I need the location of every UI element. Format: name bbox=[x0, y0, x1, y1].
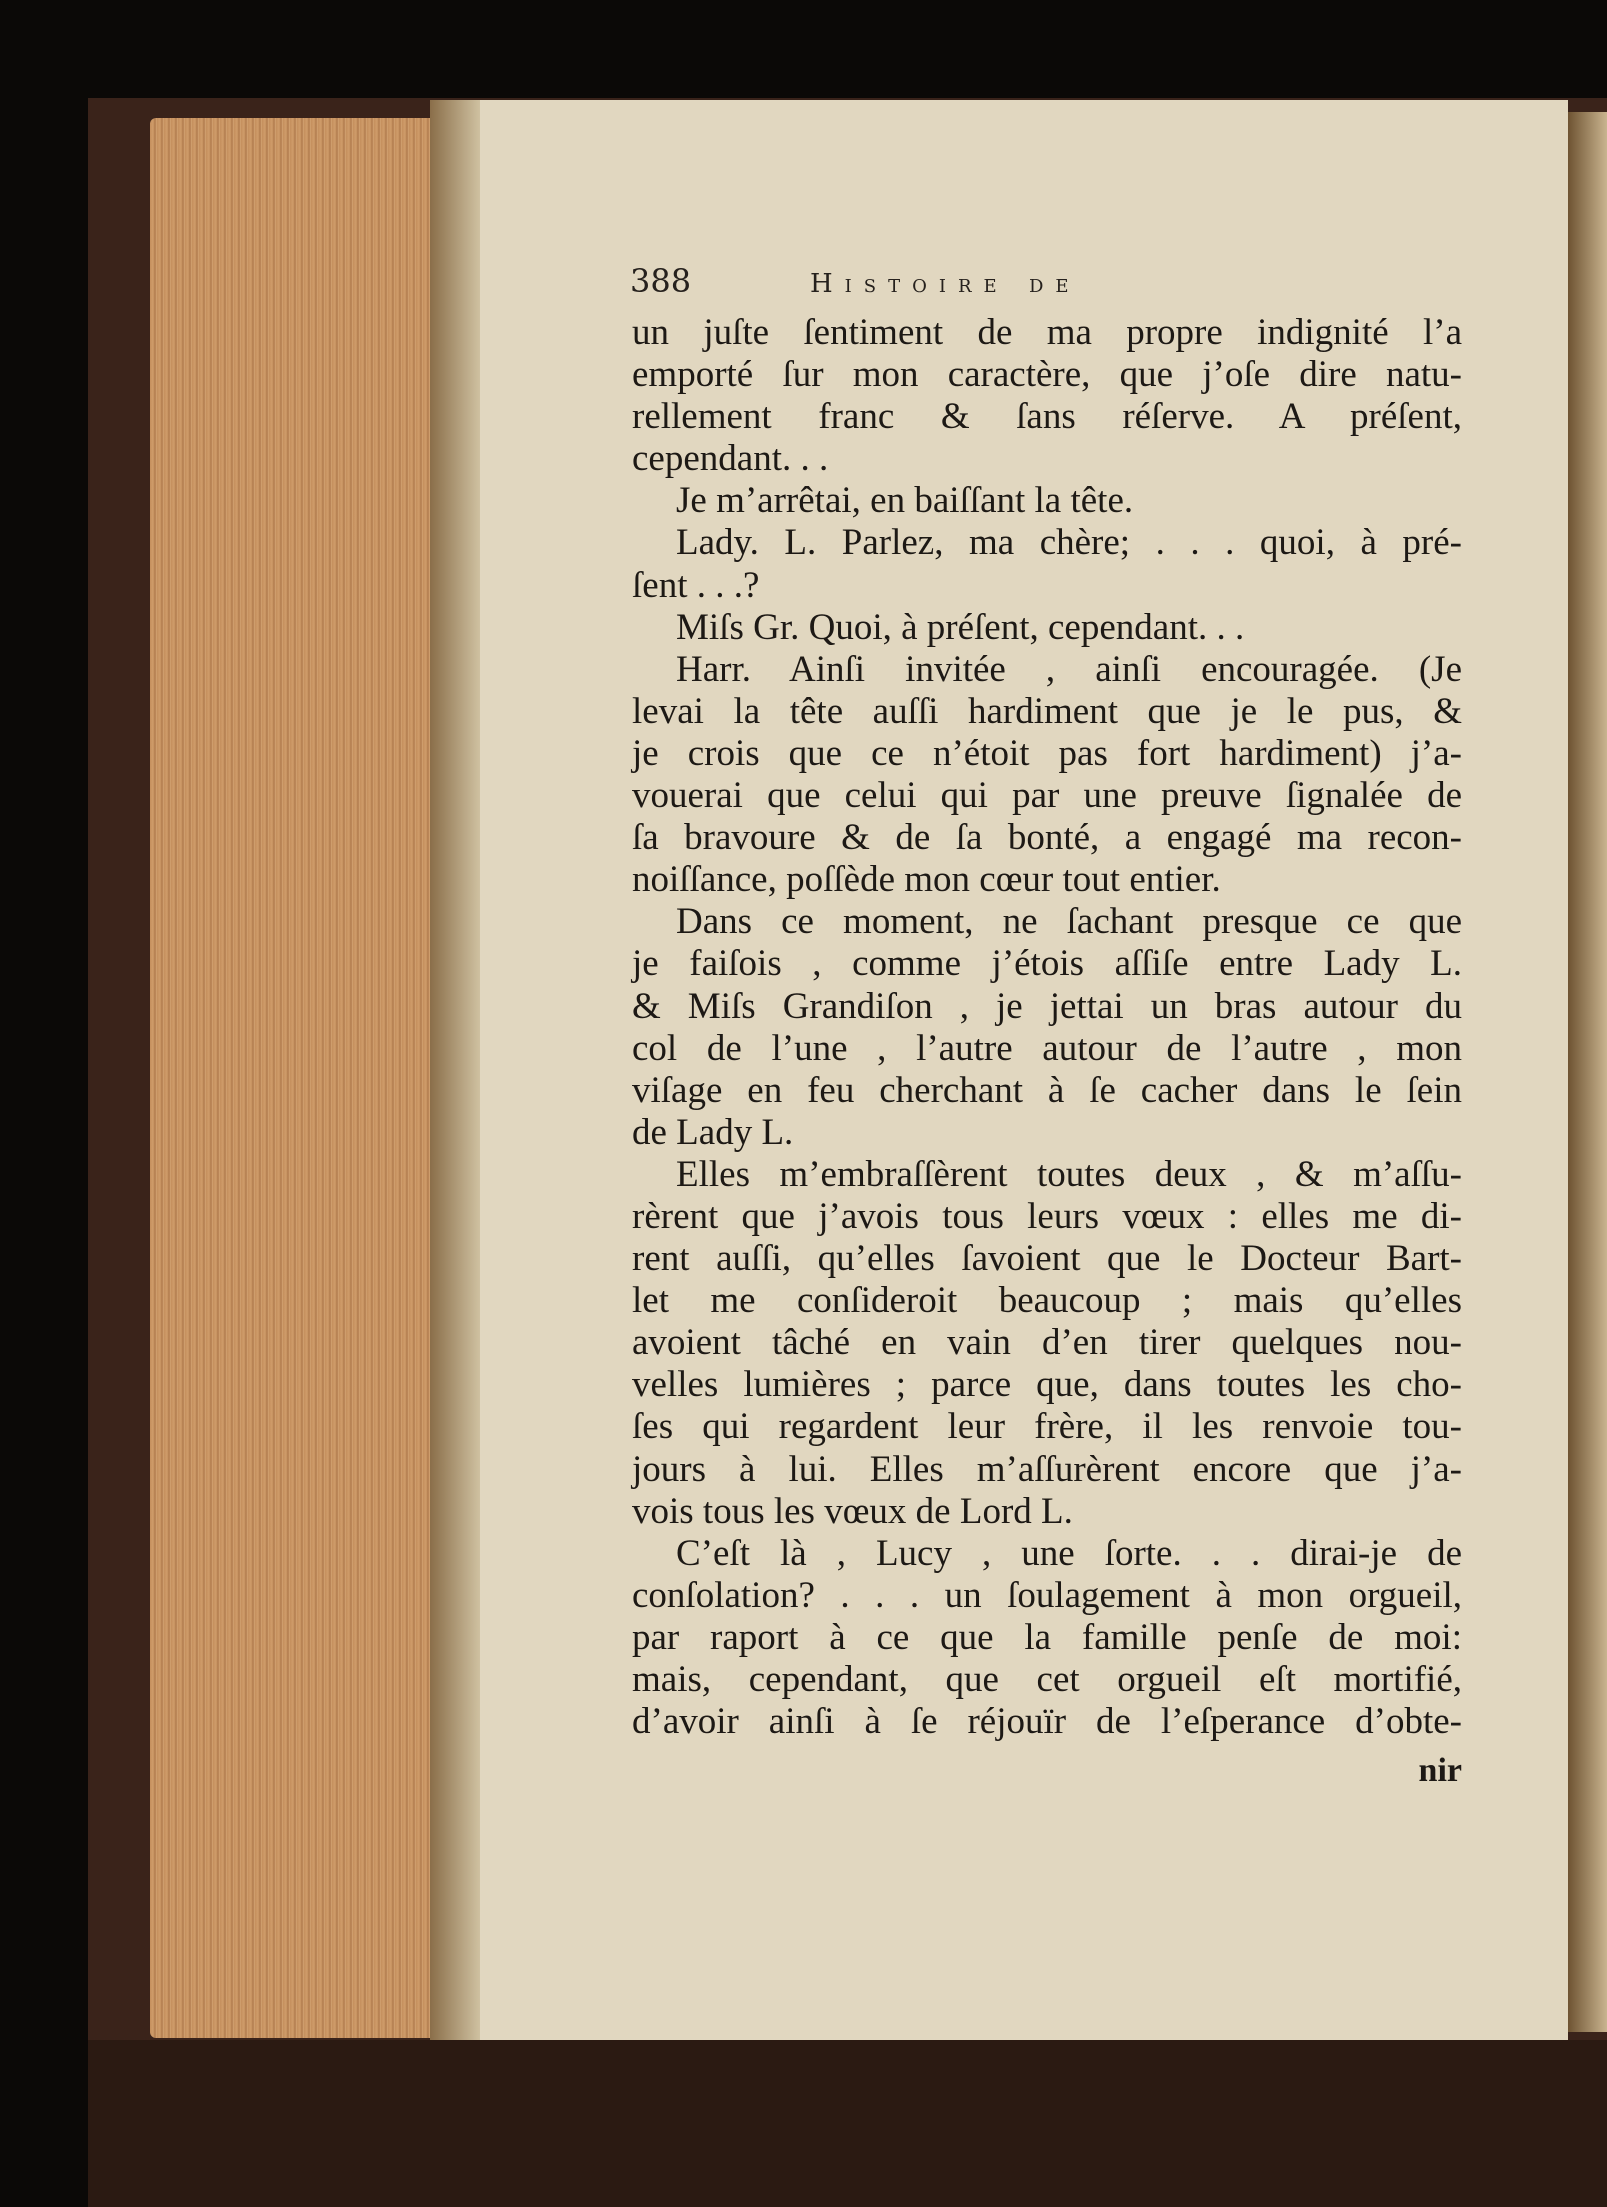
page-number: 388 bbox=[630, 262, 692, 300]
text-line: levai la tête auſſi hardiment que je le pus, & bbox=[632, 690, 1462, 732]
text-line: let me conſideroit beaucoup ; mais qu’elles bbox=[632, 1280, 1462, 1322]
text-line: mais, cependant, que cet orgueil eſt mortifié, bbox=[632, 1659, 1462, 1700]
text-line: noiſſance, poſſède mon cœur tout entier. bbox=[632, 859, 1221, 901]
text-line: vois tous les vœux de Lord L. bbox=[632, 1490, 1073, 1532]
text-line: je crois que ce n’étoit pas fort hardiment) j’a- bbox=[632, 732, 1462, 774]
text-line: cependant. . . bbox=[632, 438, 829, 480]
running-title: Histoire de bbox=[810, 269, 1081, 299]
text-line: viſage en feu cherchant à ſe cacher dans le ſein bbox=[632, 1069, 1462, 1111]
text-line: C’eſt là , Lucy , une ſorte. . . dirai-je de bbox=[676, 1532, 1462, 1574]
text-line: rent auſſi, qu’elles ſavoient que le Docteur Bart- bbox=[632, 1238, 1462, 1280]
text-line: rellement franc & ſans réſerve. A préſent, bbox=[632, 396, 1462, 438]
text-line: un juſte ſentiment de ma propre indignité l’a bbox=[632, 312, 1462, 353]
text-line: vouerai que celui qui par une preuve ſignalée de bbox=[632, 775, 1462, 817]
text-line: Dans ce moment, ne ſachant presque ce que bbox=[676, 901, 1462, 943]
text-line: Harr. Ainſi invitée , ainſi encouragée. (Je bbox=[676, 648, 1462, 690]
text-line: col de l’une , l’autre autour de l’autre , mon bbox=[632, 1027, 1462, 1069]
text-line: par raport à ce que la famille penſe de moi: bbox=[632, 1616, 1462, 1658]
text-line: je faiſois , comme j’étois aſſiſe entre Lady L. bbox=[632, 943, 1462, 985]
text-line: & Miſs Grandiſon , je jettai un bras autour du bbox=[632, 985, 1462, 1027]
gutter-shadow bbox=[430, 100, 480, 2040]
text-line: de Lady L. bbox=[632, 1111, 794, 1153]
text-line: velles lumières ; parce que, dans toutes les cho- bbox=[632, 1364, 1462, 1406]
page-edges bbox=[150, 118, 450, 2038]
running-header bbox=[630, 262, 1410, 306]
text-line: ſa bravoure & de ſa bonté, a engagé ma recon- bbox=[632, 817, 1462, 859]
text-line: emporté ſur mon caractère, que j’oſe dire natu- bbox=[632, 354, 1462, 396]
text-line: rèrent que j’avois tous leurs vœux : elles me di- bbox=[632, 1195, 1462, 1237]
text-line: conſolation? . . . un ſoulagement à mon orgueil, bbox=[632, 1574, 1462, 1616]
facing-page-edge bbox=[1568, 112, 1607, 2032]
text-line: ſes qui regardent leur frère, il les renvoie tou- bbox=[632, 1406, 1462, 1448]
text-line: Miſs Gr. Quoi, à préſent, cependant. . . bbox=[676, 606, 1245, 648]
text-line: d’avoir ainſi à ſe réjouïr de l’eſperance d’obte- bbox=[632, 1701, 1462, 1743]
text-line: Lady. L. Parlez, ma chère; . . . quoi, à pré- bbox=[676, 522, 1462, 564]
body-text bbox=[632, 312, 1462, 1743]
text-line: Je m’arrêtai, en baiſſant la tête. bbox=[676, 480, 1134, 522]
text-line: Elles m’embraſſèrent toutes deux , & m’aſſu- bbox=[676, 1153, 1462, 1195]
book-bottom-board bbox=[88, 2040, 1607, 2207]
text-line: ſent . . .? bbox=[632, 564, 760, 606]
text-line: jours à lui. Elles m’aſſurèrent encore que j’a- bbox=[632, 1448, 1462, 1490]
catchword: nir bbox=[1418, 1752, 1462, 1789]
text-line: avoient tâché en vain d’en tirer quelques nou- bbox=[632, 1322, 1462, 1364]
